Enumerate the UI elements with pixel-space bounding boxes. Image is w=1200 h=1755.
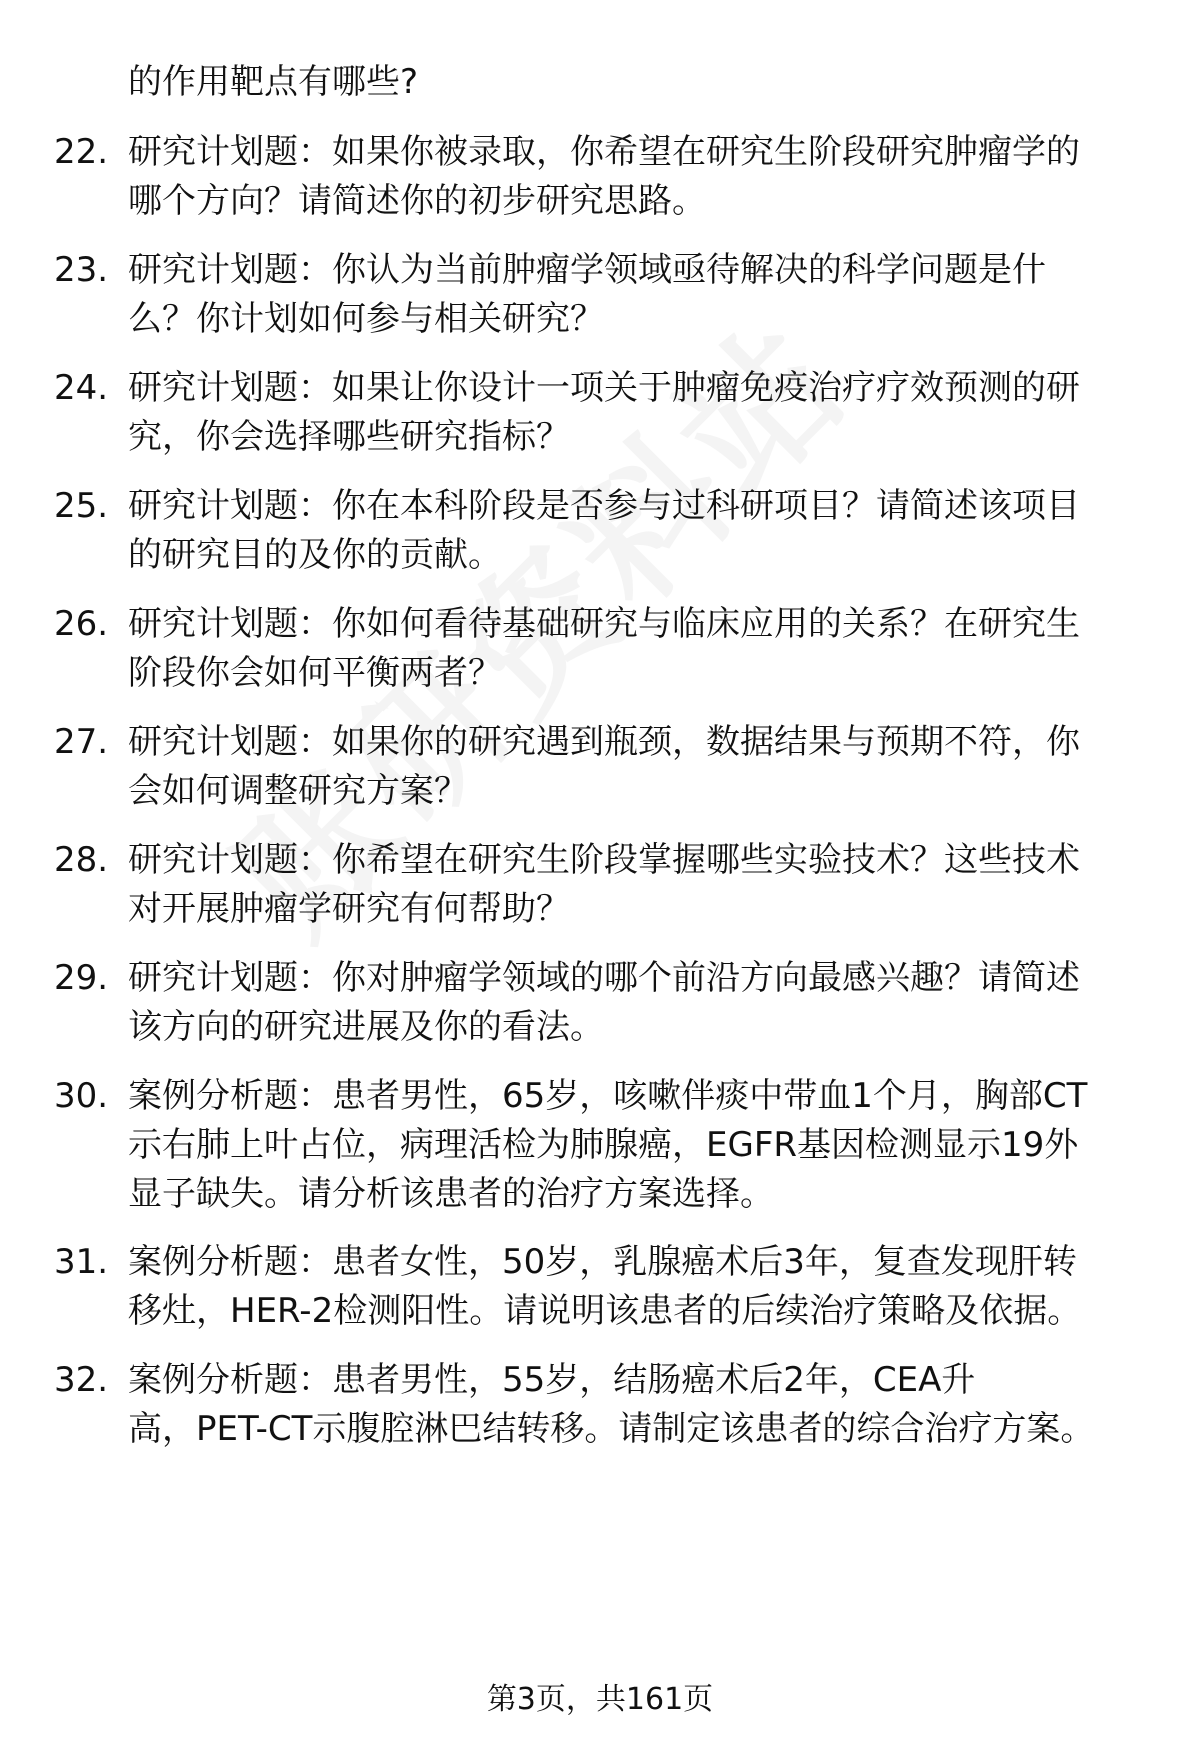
question-text	[128, 1356, 1138, 1454]
question-line: 研究计划题：如果让你设计一项关于肿瘤免疫治疗疗效预测的研	[128, 368, 1080, 408]
question-number: 31.	[54, 1242, 109, 1282]
question-number: 25.	[54, 486, 109, 526]
question-line: 移灶，HER-2检测阳性。请说明该患者的后续治疗策略及依据。	[128, 1291, 1082, 1331]
question-number: 30.	[54, 1076, 109, 1116]
question-text	[128, 718, 1138, 816]
question-line: 该方向的研究进展及你的看法。	[128, 1007, 604, 1047]
continuation-text: 的作用靶点有哪些?	[128, 62, 419, 102]
question-text	[128, 1238, 1138, 1336]
question-line: 高，PET-CT示腹腔淋巴结转移。请制定该患者的综合治疗方案。	[128, 1409, 1095, 1449]
question-line: 研究计划题：如果你的研究遇到瓶颈，数据结果与预期不符，你	[128, 722, 1080, 762]
question-text	[128, 954, 1138, 1052]
question-number: 26.	[54, 604, 109, 644]
question-number: 32.	[54, 1360, 109, 1400]
question-text	[128, 364, 1138, 462]
question-line: 案例分析题：患者男性，55岁，结肠癌术后2年，CEA升	[128, 1360, 976, 1400]
question-line: 研究计划题：你如何看待基础研究与临床应用的关系？在研究生	[128, 604, 1080, 644]
question-line: 研究计划题：你认为当前肿瘤学领域亟待解决的科学问题是什	[128, 250, 1046, 290]
question-number: 23.	[54, 250, 109, 290]
question-text	[128, 600, 1138, 698]
question-line: 么？你计划如何参与相关研究？	[128, 299, 604, 339]
question-line: 研究计划题：你在本科阶段是否参与过科研项目？请简述该项目	[128, 486, 1080, 526]
question-number: 24.	[54, 368, 109, 408]
question-line: 研究计划题：你对肿瘤学领域的哪个前沿方向最感兴趣？请简述	[128, 958, 1080, 998]
question-text	[128, 246, 1138, 344]
question-line: 哪个方向？请简述你的初步研究思路。	[128, 181, 706, 221]
question-line: 案例分析题：患者男性，65岁，咳嗽伴痰中带血1个月，胸部CT	[128, 1076, 1088, 1116]
page-footer: 第3页，共161页	[486, 1682, 714, 1717]
question-number: 28.	[54, 840, 109, 880]
question-text	[128, 128, 1138, 226]
question-number: 27.	[54, 722, 109, 762]
question-line: 研究计划题：如果你被录取，你希望在研究生阶段研究肿瘤学的	[128, 132, 1080, 172]
question-text	[128, 1072, 1138, 1219]
question-number: 22.	[54, 132, 109, 172]
question-line: 会如何调整研究方案？	[128, 771, 468, 811]
question-line: 案例分析题：患者女性，50岁，乳腺癌术后3年，复查发现肝转	[128, 1242, 1077, 1282]
question-number: 29.	[54, 958, 109, 998]
question-line: 究，你会选择哪些研究指标？	[128, 417, 570, 457]
question-line: 的研究目的及你的贡献。	[128, 535, 502, 575]
question-line: 显子缺失。请分析该患者的治疗方案选择。	[128, 1174, 774, 1214]
question-line: 对开展肿瘤学研究有何帮助？	[128, 889, 570, 929]
question-line: 阶段你会如何平衡两者？	[128, 653, 502, 693]
question-text	[128, 482, 1138, 580]
question-line: 研究计划题：你希望在研究生阶段掌握哪些实验技术？这些技术	[128, 840, 1080, 880]
question-line: 示右肺上叶占位，病理活检为肺腺癌，EGFR基因检测显示19外	[128, 1125, 1079, 1165]
question-text	[128, 836, 1138, 934]
